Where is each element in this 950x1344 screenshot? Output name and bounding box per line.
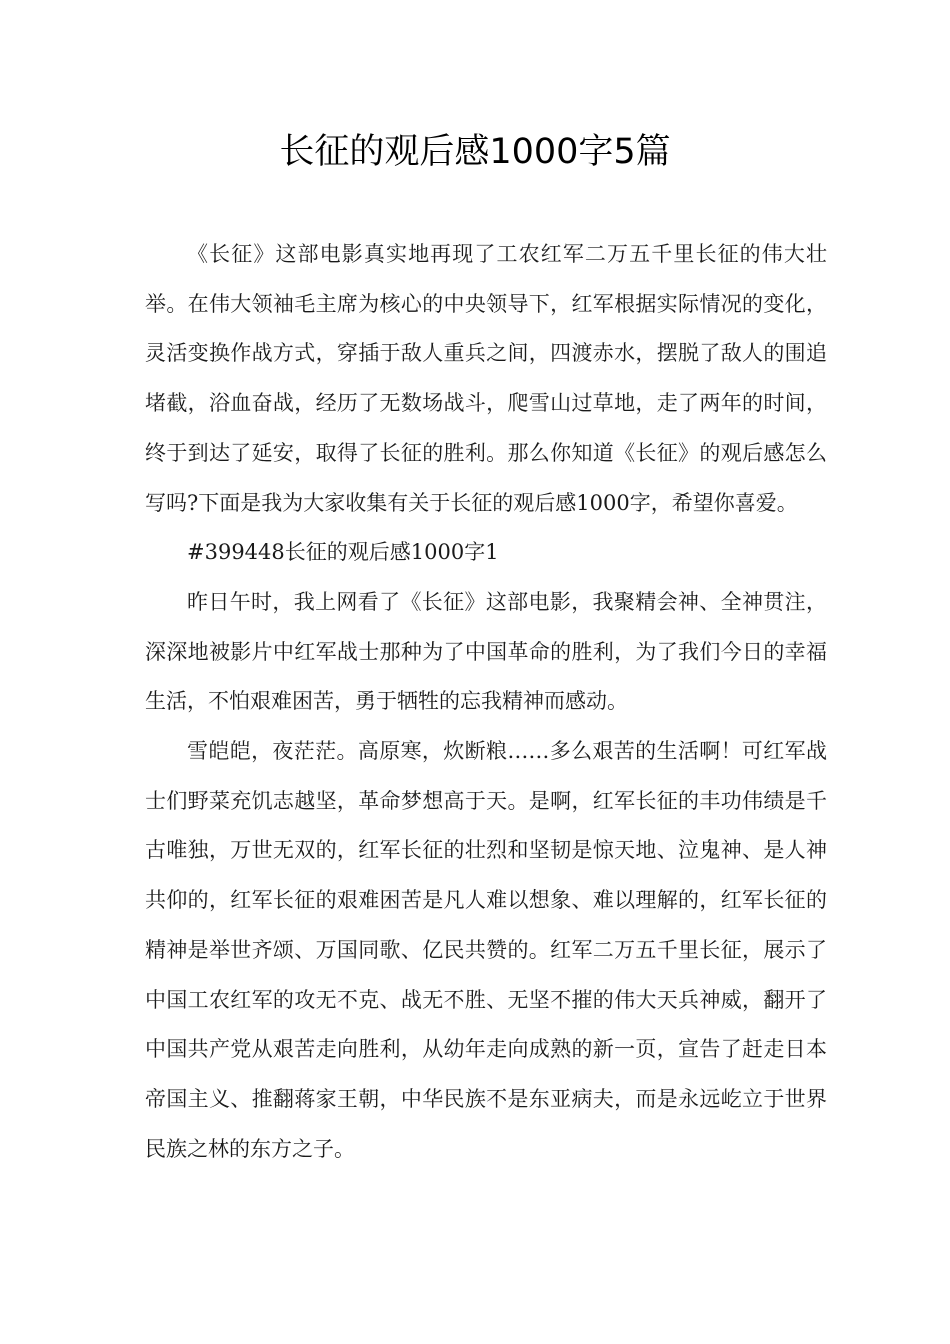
paragraph-intro: 《长征》这部电影真实地再现了工农红军二万五千里长征的伟大壮举。在伟大领袖毛主席为核心的中央领导下，红军根据实际情况的变化，灵活变换作战方式，穿插于敌人重兵之间，四渡赤水，摆脱了敌人的围追堵截，浴血奋战，经历了无数场战斗，爬雪山过草地，走了两年的时间，终于到达了延安，取得了长征的胜利。那么你知道《长征》的观后感怎么写吗?下面是我为大家收集有关于长征的观后感1000字，希望你喜爱。	[145, 242, 827, 515]
document-body	[145, 230, 827, 1174]
paragraph-section-heading: #399448长征的观后感1000字1	[187, 540, 499, 565]
paragraph-1: 昨日午时，我上网看了《长征》这部电影，我聚精会神、全神贯注，深深地被影片中红军战士那种为了中国革命的胜利，为了我们今日的幸福生活，不怕艰难困苦，勇于牺牲的忘我精神而感动。	[145, 589, 827, 714]
paragraph-2: 雪皑皑，夜茫茫。高原寒，炊断粮……多么艰苦的生活啊！可红军战士们野菜充饥志越坚，革命梦想高于天。是啊，红军长征的丰功伟绩是千古唯独，万世无双的，红军长征的壮烈和坚韧是惊天地、泣鬼神、是人神共仰的，红军长征的艰难困苦是凡人难以想象、难以理解的，红军长征的精神是举世齐颂、万国同歌、亿民共赞的。红军二万五千里长征，展示了中国工农红军的攻无不克、战无不胜、无坚不摧的伟大天兵神威，翻开了中国共产党从艰苦走向胜利，从幼年走向成熟的新一页，宣告了赶走日本帝国主义、推翻蒋家王朝，中华民族不是东亚病夫，而是永远屹立于世界民族之林的东方之子。	[145, 739, 827, 1161]
document-title: 长征的观后感1000字5篇	[279, 132, 671, 172]
